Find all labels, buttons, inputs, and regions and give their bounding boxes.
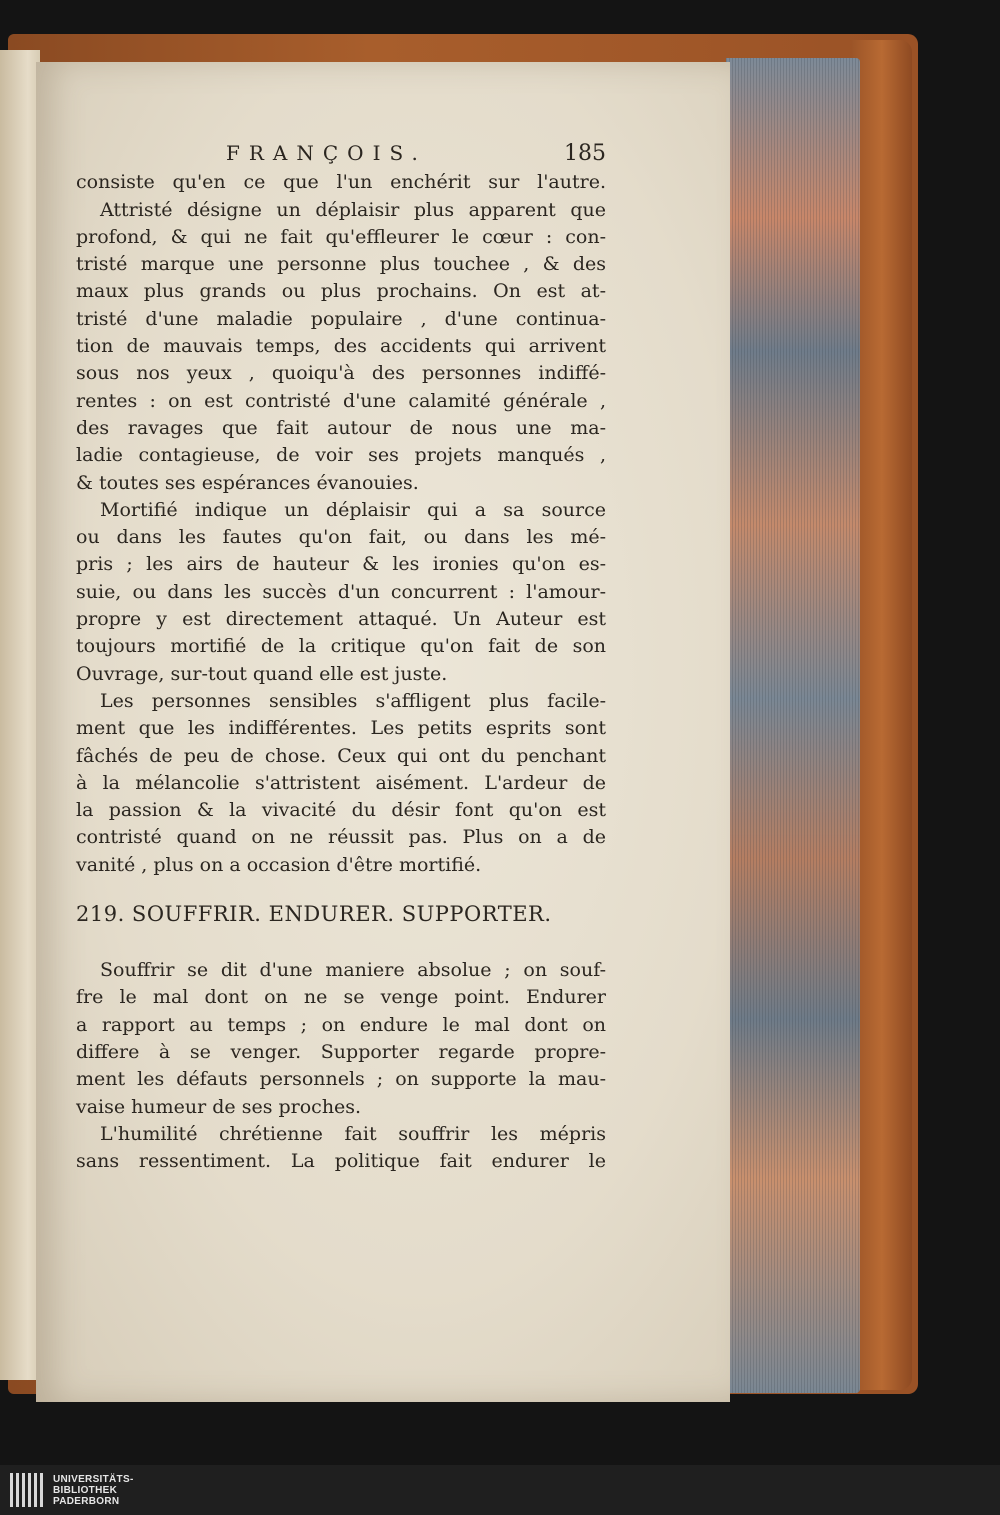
paragraph-souffrir bbox=[76, 957, 606, 1121]
text-line: ou dans les fautes qu'on fait, ou dans les mé- bbox=[76, 526, 606, 549]
text-line: Mortifié indique un déplaisir qui a sa source bbox=[100, 498, 606, 521]
text-line: profond, & qui ne fait qu'effleurer le cœur : con- bbox=[76, 225, 606, 248]
text-line: vanité , plus on a occasion d'être mortifié. bbox=[76, 853, 482, 876]
library-name-line: UNIVERSITÄTS- bbox=[53, 1473, 134, 1485]
running-title: FRANÇOIS. bbox=[226, 141, 427, 165]
text-line: a rapport au temps ; on endure le mal dont on bbox=[76, 1013, 606, 1036]
text-line: ladie contagieuse, de voir ses projets manqués , bbox=[76, 444, 606, 467]
library-name-line: PADERBORN bbox=[53, 1495, 120, 1507]
text-line: tristé marque une personne plus touchee , & des bbox=[76, 253, 606, 276]
paragraph-examples bbox=[76, 688, 606, 879]
text-line: maux plus grands ou plus prochains. On est at- bbox=[76, 280, 606, 303]
text-line: differe à se venger. Supporter regarde propre- bbox=[76, 1040, 606, 1063]
library-name bbox=[53, 1474, 134, 1507]
text-line: Ouvrage, sur-tout quand elle est juste. bbox=[76, 662, 448, 685]
text-line: la passion & la vivacité du désir font qu'on est bbox=[76, 799, 606, 822]
page-text bbox=[76, 140, 606, 1175]
text-line: rentes : on est contristé d'une calamité générale , bbox=[76, 389, 606, 412]
library-name-line: BIBLIOTHEK bbox=[53, 1484, 118, 1496]
text-line: des ravages que fait autour de nous une ma- bbox=[76, 416, 606, 439]
running-head bbox=[76, 140, 606, 167]
paragraph-humilite bbox=[76, 1121, 606, 1176]
text-line: tion de mauvais temps, des accidents qui arrivent bbox=[76, 335, 606, 358]
text-line: sans ressentiment. La politique fait endurer le bbox=[76, 1150, 606, 1173]
text-line: Attristé désigne un déplaisir plus apparent que bbox=[100, 198, 606, 221]
text-line: contristé quand on ne réussit pas. Plus on a de bbox=[76, 826, 606, 849]
text-line: sous nos yeux , quoiqu'à des personnes indiffé- bbox=[76, 362, 606, 385]
text-line: pris ; les airs de hauteur & les ironies qu'on es- bbox=[76, 553, 606, 576]
marbled-page-edges bbox=[726, 58, 860, 1393]
text-line: toujours mortifié de la critique qu'on fait de son bbox=[76, 635, 606, 658]
paragraph-mortifie bbox=[76, 497, 606, 688]
text-line: L'humilité chrétienne fait souffrir les mépris bbox=[100, 1122, 606, 1145]
text-line: ment les défauts personnels ; on supporte la mau- bbox=[76, 1068, 606, 1091]
text-line: fre le mal dont on ne se venge point. Endurer bbox=[76, 986, 606, 1009]
library-footer bbox=[0, 1465, 1000, 1515]
text-line: Les personnes sensibles s'affligent plus facile- bbox=[100, 689, 606, 712]
paragraph-attriste bbox=[76, 169, 606, 497]
text-line: propre y est directement attaqué. Un Auteur est bbox=[76, 608, 606, 631]
text-line: tristé d'une maladie populaire , d'une continua- bbox=[76, 307, 606, 330]
page-number: 185 bbox=[564, 141, 606, 166]
text-line: & toutes ses espérances évanouies. bbox=[76, 471, 419, 494]
library-logo-icon bbox=[10, 1473, 43, 1507]
section-heading: 219. SOUFFRIR. ENDURER. SUPPORTER. bbox=[76, 902, 552, 927]
text-line: consiste qu'en ce que l'un enchérit sur l'autre. bbox=[76, 171, 606, 194]
text-line: ment que les indifférentes. Les petits esprits sont bbox=[76, 717, 606, 740]
text-line: vaise humeur de ses proches. bbox=[76, 1095, 362, 1118]
previous-page-edge bbox=[0, 50, 40, 1380]
text-line: à la mélancolie s'attristent aisément. L'ardeur de bbox=[76, 771, 606, 794]
text-line: suie, ou dans les succès d'un concurrent : l'amour- bbox=[76, 580, 606, 603]
text-line: fâchés de peu de chose. Ceux qui ont du penchant bbox=[76, 744, 606, 767]
text-line: Souffrir se dit d'une maniere absolue ; on souf- bbox=[100, 959, 606, 982]
cover-rim bbox=[852, 40, 912, 1390]
